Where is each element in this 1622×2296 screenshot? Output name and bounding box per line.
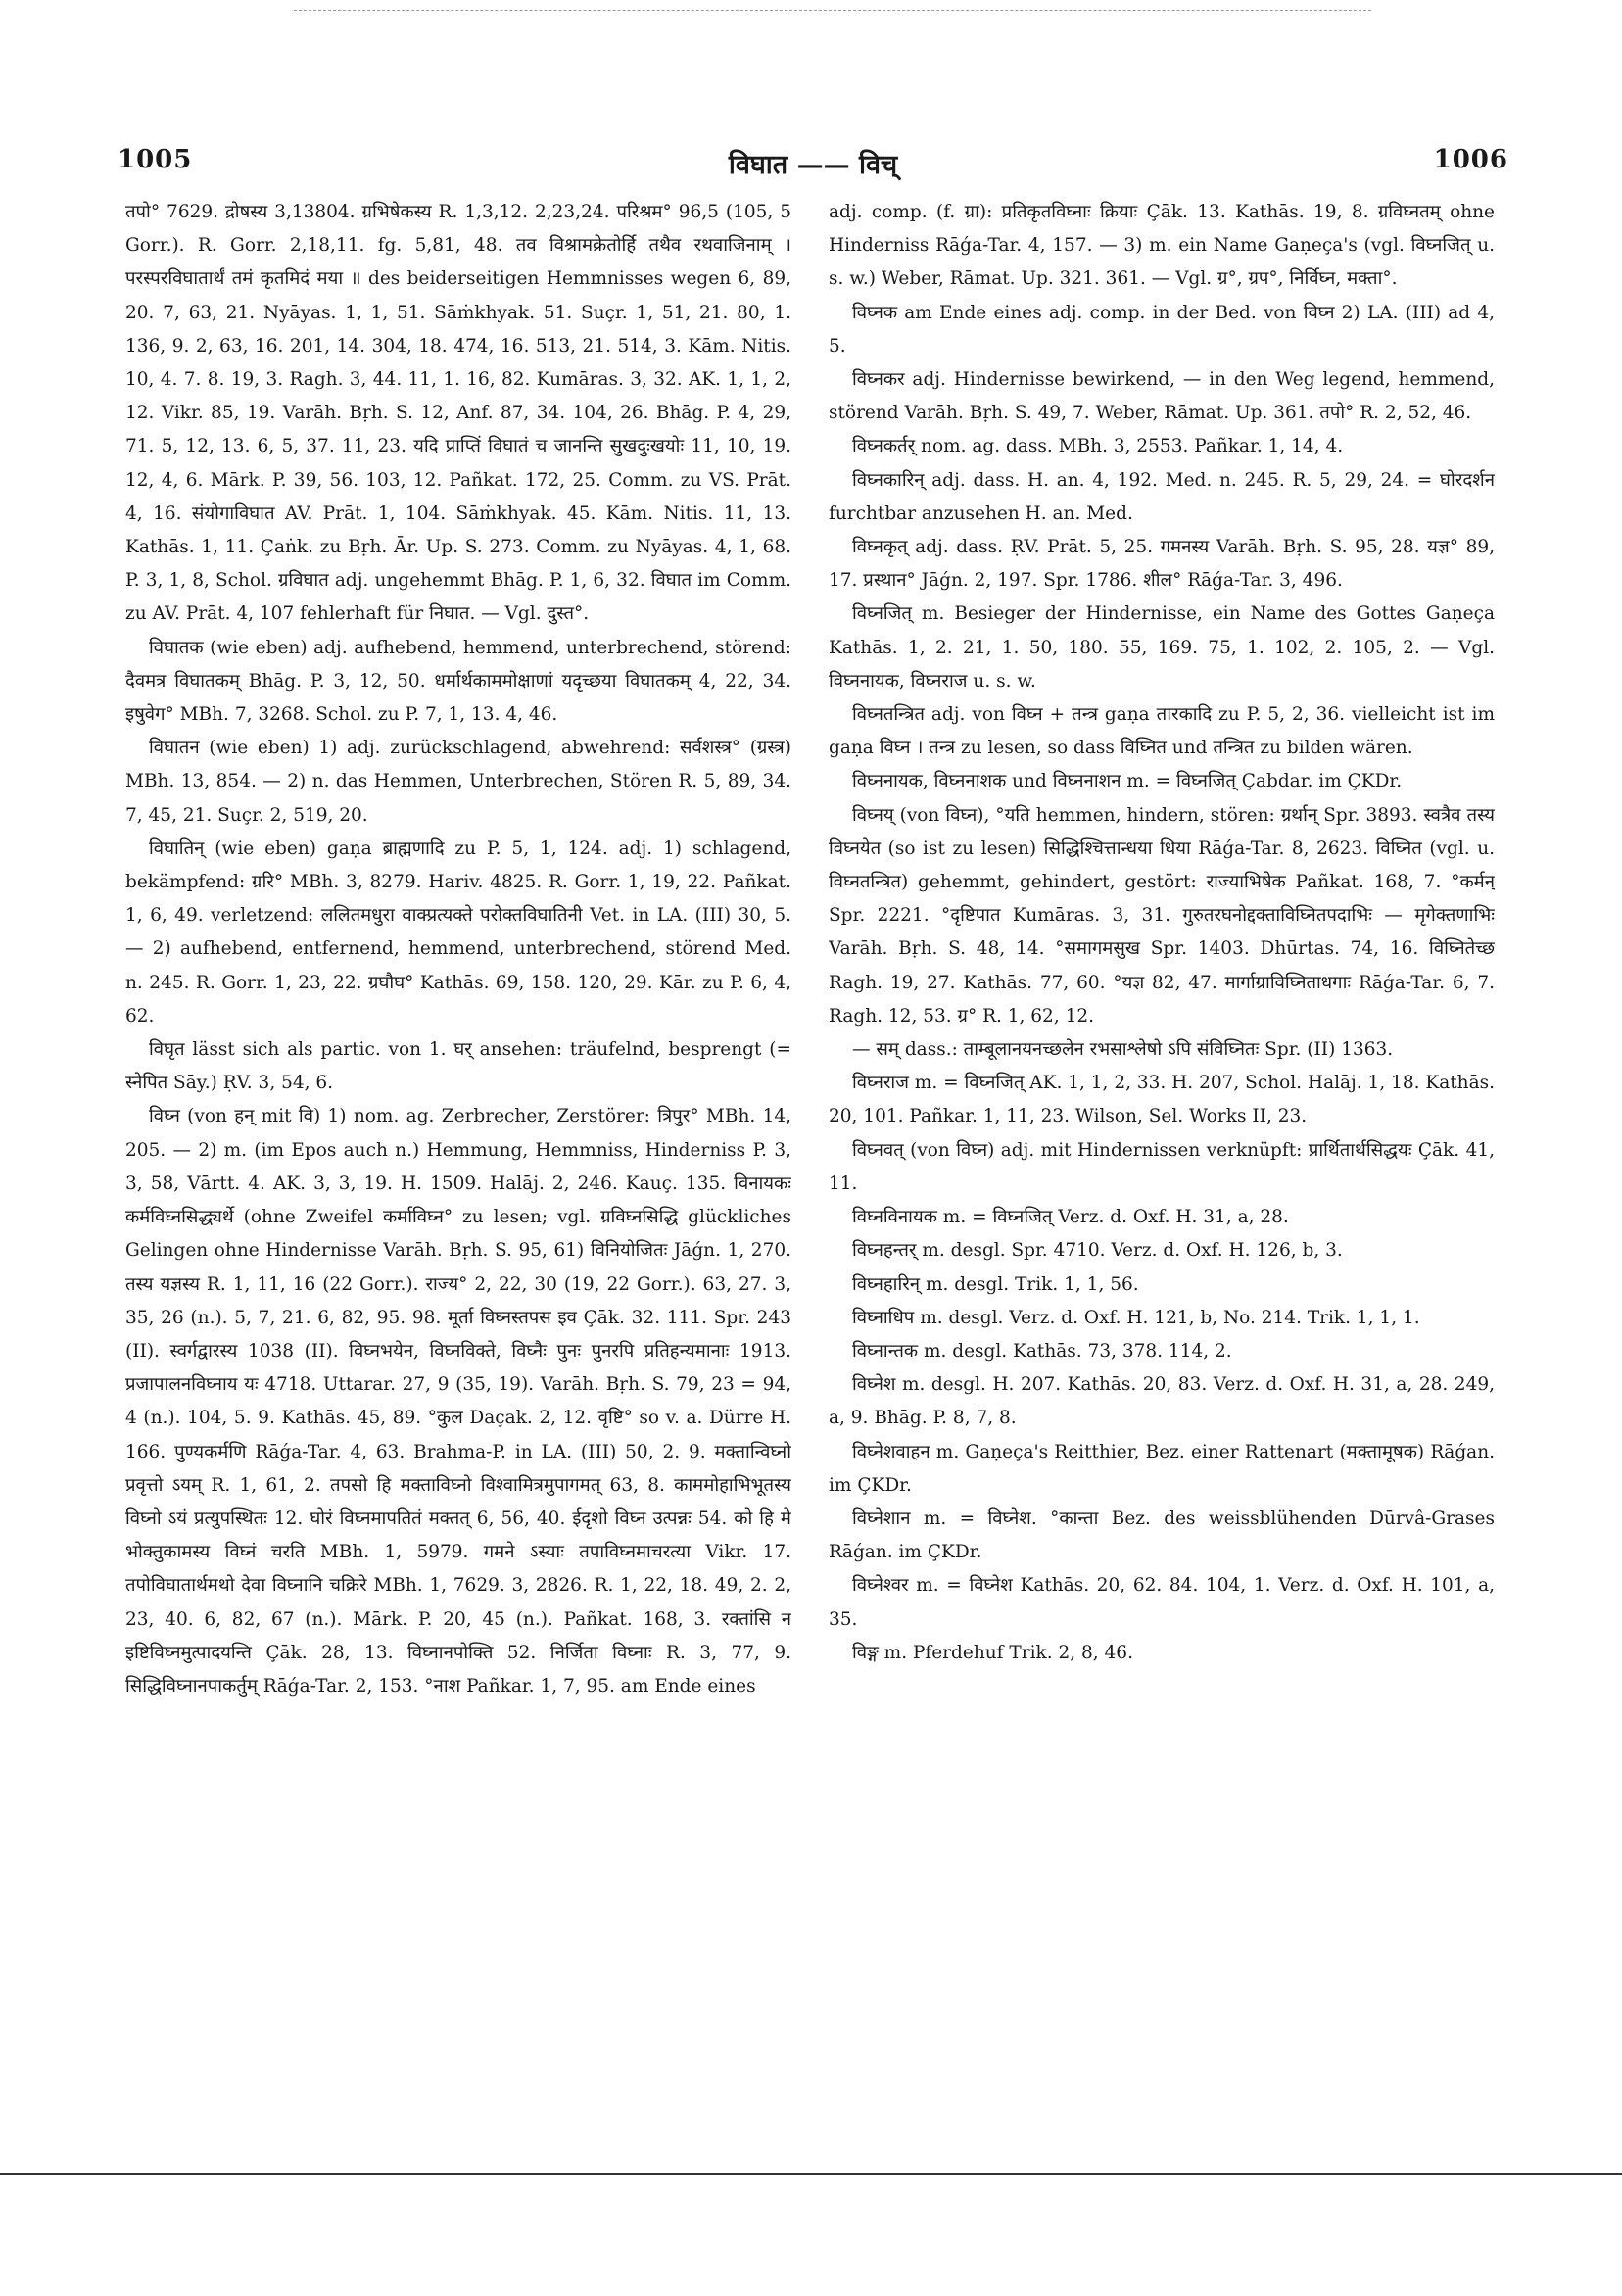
right-column	[829, 196, 1495, 2175]
entry-paragraph: — सम् dass.: ताम्बूलानयनच्छलेन रभसाश्लेषो ऽपि संविघ्नितः Spr. (II) 1363.	[852, 1039, 1394, 1061]
entry-paragraph: विघृत lässt sich als partic. von 1. घर् ansehen: träufelnd, besprengt (= स्नेपित Sāy.) ṚV. 3, 54, 6.	[125, 1039, 791, 1094]
top-edge-rule	[294, 10, 1371, 11]
entry-paragraph: तपो° 7629. द्रोषस्य 3,13804. ग्रभिषेकस्य R. 1,3,12. 2,23,24. परिश्रम° 96,5 (105, 5 Gorr.). R. Gorr. 2,18,11. fg. 5,81, 48. तव विश्रामक्रेतोर्हि तथैव रथवाजिनाम् । परस्परविघातार्थं तमं कृतमिदं मया ॥ des beiderseitigen Hemmnisses wegen 6, 89, 20. 7, 63, 21. Nyāyas. 1, 1, 51. Sāṁkhyak. 51. Suçr. 1, 51, 21. 80, 1. 136, 9. 2, 63, 16. 201, 14. 304, 18. 474, 16. 513, 21. 514, 3. Kām. Nitis. 10, 4. 7. 8. 19, 3. Ragh. 3, 44. 11, 1. 16, 82. Kumāras. 3, 32. AK. 1, 1, 2, 12. Vikr. 85, 19. Varāh. Bṛh. S. 12, Anf. 87, 34. 104, 26. Bhāg. P. 4, 29, 71. 5, 12, 13. 6, 5, 37. 11, 23. यदि प्राप्तिं विघातं च जानन्ति सुखदुःखयोः 11, 10, 19. 12, 4, 6. Mārk. P. 39, 56. 103, 12. Pañkat. 172, 25. Comm. zu VS. Prāt. 4, 16. संयोगाविघात AV. Prāt. 1, 104. Sāṁkhyak. 45. Kām. Nitis. 11, 13. Kathās. 1, 11. Çaṅk. zu Bṛh. Ār. Up. S. 273. Comm. zu Nyāyas. 4, 1, 68. P. 3, 1, 8, Schol. ग्रविघात adj. ungehemmt Bhāg. P. 1, 6, 32. विघात im Comm. zu AV. Prāt. 4, 107 fehlerhaft für निघात. — Vgl. दुस्त°.	[125, 202, 791, 625]
entry-paragraph: विघ्नक am Ende eines adj. comp. in der Bed. von विघ्न 2) LA. (III) ad 4, 5.	[829, 302, 1495, 357]
entry-paragraph: विघ्नकर adj. Hindernisse bewirkend, — in den Weg legend, hemmend, störend Varāh. Bṛh. S. 49, 7. Weber, Rāmat. Up. 361. तपो° R. 2, 52, 46.	[829, 369, 1495, 424]
entry-paragraph: adj. comp. (f. ग्रा): प्रतिकृतविघ्नाः क्रियाः Çāk. 13. Kathās. 19, 8. ग्रविघ्नतम् ohne Hinderniss Rāǵa-Tar. 4, 157. — 3) m. ein Name Gaṇeça's (vgl. विघ्नजित् u. s. w.) Weber, Rāmat. Up. 321. 361. — Vgl. ग्र°, ग्रप°, निर्विघ्न, मक्ता°.	[829, 202, 1495, 290]
entry-paragraph: विघातिन् (wie eben) gaṇa ब्राह्मणादि zu P. 5, 1, 124. adj. 1) schlagend, bekämpfend: ग्ररि° MBh. 3, 8279. Hariv. 4825. R. Gorr. 1, 19, 22. Pañkat. 1, 6, 49. verletzend: ललितमधुरा वाक्प्रत्यक्ते परोक्तविघातिनी Vet. in LA. (III) 30, 5. — 2) aufhebend, entfernend, hemmend, unterbrechend, störend Med. n. 245. R. Gorr. 1, 23, 22. ग्रघौघ° Kathās. 69, 158. 120, 29. Kār. zu P. 6, 4, 62.	[125, 837, 791, 1027]
entry-paragraph: विघ्नराज m. = विघ्नजित् AK. 1, 1, 2, 33. H. 207, Schol. Halāj. 1, 18. Kathās. 20, 101. Pañkar. 1, 11, 23. Wilson, Sel. Works II, 23.	[829, 1073, 1495, 1127]
entry-paragraph: विघ्नहारिन् m. desgl. Trik. 1, 1, 56.	[852, 1273, 1139, 1295]
running-title: विघात —— विच्	[728, 150, 898, 180]
page-header	[118, 145, 1508, 184]
entry-paragraph: विघातन (wie eben) 1) adj. zurückschlagend, abwehrend: सर्वशस्त्र° (ग्रस्त्र) MBh. 13, 854. — 2) n. das Hemmen, Unterbrechen, Stören R. 5, 89, 34. 7, 45, 21. Suçr. 2, 519, 20.	[125, 738, 791, 826]
entry-paragraph: विघ्नकृत् adj. dass. ṚV. Prāt. 5, 25. गमनस्य Varāh. Bṛh. S. 95, 28. यज्ञ° 89, 17. प्रस्थान° Jāǵn. 2, 197. Spr. 1786. शील° Rāǵa-Tar. 3, 496.	[829, 537, 1495, 592]
page-number-right: 1006	[1433, 145, 1508, 174]
entry-paragraph: विघ्नाधिप m. desgl. Verz. d. Oxf. H. 121, b, No. 214. Trik. 1, 1, 1.	[852, 1307, 1420, 1328]
page-number-left: 1005	[118, 145, 193, 174]
entry-paragraph: विघ्ननायक, विघ्ननाशक und विघ्ननाशन m. = विघ्नजित् Çabdar. im ÇKDr.	[852, 771, 1403, 792]
left-column	[125, 196, 791, 2175]
entry-paragraph: विघ्नवत् (von विघ्न) adj. mit Hindernissen verknüpft: प्रार्थितार्थसिद्धयः Çāk. 41, 11.	[829, 1139, 1495, 1194]
entry-paragraph: विघ्नेश m. desgl. H. 207. Kathās. 20, 83. Verz. d. Oxf. H. 31, a, 28. 249, a, 9. Bhāg. P. 8, 7, 8.	[829, 1374, 1495, 1429]
entry-paragraph: विघ्नतन्त्रित adj. von विघ्न + तन्त्र gaṇa तारकादि zu P. 5, 2, 36. vielleicht ist im gaṇa विघ्न । तन्त्र zu lesen, so dass विघ्नित und तन्त्रित zu bilden wären.	[829, 704, 1495, 759]
entry-paragraph: विघ्नविनायक m. = विघ्नजित् Verz. d. Oxf. H. 31, a, 28.	[852, 1207, 1289, 1228]
entry-paragraph: विघ्न (von हन् mit वि) 1) nom. ag. Zerbrecher, Zerstörer: त्रिपुर° MBh. 14, 205. — 2) m. (im Epos auch n.) Hemmung, Hemmniss, Hinderniss P. 3, 3, 58, Vārtt. 4. AK. 3, 3, 19. H. 1509. Halāj. 2, 246. Kauç. 135. विनायकः कर्मविघ्नसिद्ध्यर्थे (ohne Zweifel कर्माविघ्न° zu lesen; vgl. ग्रविघ्नसिद्धि glückliches Gelingen ohne Hindernisse Varāh. Bṛh. S. 95, 61) विनियोजितः Jāǵn. 1, 270. तस्य यज्ञस्य R. 1, 11, 16 (22 Gorr.). राज्य° 2, 22, 30 (19, 22 Gorr.). 63, 27. 3, 35, 26 (n.). 5, 7, 21. 6, 82, 95. 98. मूर्ता विघ्नस्तपस इव Çāk. 32. 111. Spr. 243 (II). स्वर्गद्वारस्य 1038 (II). विघ्नभयेन, विघ्नविक्ते, विघ्नैः पुनः पुनरपि प्रतिहन्यमानाः 1913. प्रजापालनविघ्नाय यः 4718. Uttarar. 27, 9 (35, 19). Varāh. Bṛh. S. 79, 23 = 94, 4 (n.). 104, 5. 9. Kathās. 45, 89. °कुल Daçak. 2, 12. वृष्टि° so v. a. Dürre H. 166. पुण्यकर्मणि Rāǵa-Tar. 4, 63. Brahma-P. in LA. (III) 50, 2. 9. मक्तान्विघ्नो प्रवृत्तो ऽयम् R. 1, 61, 2. तपसो हि मक्ताविघ्नो विश्वामित्रमुपागमत् 63, 8. काममोहाभिभूतस्य विघ्नो ऽयं प्रत्युपस्थितः 12. घोरं विघ्नमापतितं मक्तत् 6, 56, 40. ईदृशो विघ्न उत्पन्नः 54. को हि मे भोक्तुकामस्य विघ्नं चरति MBh. 1, 5979. गमने ऽस्याः तपाविघ्नमाचरत्या Vikr. 17. तपोविघातार्थमथो देवा विघ्नानि चक्रिरे MBh. 1, 7629. 3, 2826. R. 1, 22, 18. 49, 2. 2, 23, 40. 6, 82, 67 (n.). Mārk. P. 20, 45 (n.). Pañkat. 168, 3. रक्तांसि न इष्टिविघ्नमुत्पादयन्ति Çāk. 28, 13. विघ्नानपोक्ति 52. निर्जिता विघ्नाः R. 3, 77, 9. सिद्धिविघ्नानपाकर्तुम् Rāǵa-Tar. 2, 153. °नाश Pañkar. 1, 7, 95. am Ende eines	[125, 1106, 791, 1697]
entry-paragraph: विघ्नकर्तर् nom. ag. dass. MBh. 3, 2553. Pañkar. 1, 14, 4.	[852, 436, 1344, 457]
entry-paragraph: विघ्नहन्तर् m. desgl. Spr. 4710. Verz. d. Oxf. H. 126, b, 3.	[852, 1240, 1343, 1262]
entry-paragraph: विघ्नेशान m. = विघ्नेश. °कान्ता Bez. des weissblühenden Dūrvâ-Grases Rāǵan. im ÇKDr.	[829, 1507, 1495, 1563]
entry-paragraph: विघातक (wie eben) adj. aufhebend, hemmend, unterbrechend, störend: दैवमत्र विघातकम् Bhāg. P. 3, 12, 50. धर्मार्थकाममोक्षाणां यदृच्छया विघातकम् 4, 22, 34. इषुवेग° MBh. 7, 3268. Schol. zu P. 7, 1, 13. 4, 46.	[125, 637, 791, 726]
entry-paragraph: विघ्नान्तक m. desgl. Kathās. 73, 378. 114, 2.	[852, 1340, 1232, 1362]
bottom-rule	[0, 2173, 1622, 2175]
entry-paragraph: विघ्नकारिन् adj. dass. H. an. 4, 192. Med. n. 245. R. 5, 29, 24. = घोरदर्शन furchtbar anzusehen H. an. Med.	[829, 469, 1495, 524]
entry-paragraph: विघ्नेशवाहन m. Gaṇeça's Reitthier, Bez. einer Rattenart (मक्तामूषक) Rāǵan. im ÇKDr.	[829, 1441, 1495, 1496]
entry-paragraph: विघ्नय् (von विघ्न), °यति hemmen, hindern, stören: ग्रर्थान् Spr. 3893. स्वत्रैव तस्य विघ्नयेत (so ist zu lesen) सिद्धिश्चित्तान्धया धिया Rāǵa-Tar. 8, 2623. विघ्नित (vgl. u. विघ्नतन्त्रित) gehemmt, gehindert, gestört: राज्याभिषेक Pañkat. 168, 7. °कर्मन् Spr. 2221. °दृष्टिपात Kumāras. 3, 31. गुरुतरघनोद्दक्ताविघ्नितपदाभिः — मृगेक्तणाभिः Varāh. Bṛh. S. 48, 14. °समागमसुख Spr. 1403. Dhūrtas. 74, 16. विघ्नितेच्छ Ragh. 19, 27. Kathās. 77, 60. °यज्ञ 82, 47. मार्गाग्राविघ्निताधगाः Rāǵa-Tar. 6, 7. Ragh. 12, 53. ग्र° R. 1, 62, 12.	[829, 804, 1495, 1027]
entry-paragraph: विघ्नजित् m. Besieger der Hindernisse, ein Name des Gottes Gaṇeça Kathās. 1, 2. 21, 1. 50, 180. 55, 169. 75, 1. 102, 2. 105, 2. — Vgl. विघ्ननायक, विघ्नराज u. s. w.	[829, 603, 1495, 692]
entry-paragraph: विघ्नेश्वर m. = विघ्नेश Kathās. 20, 62. 84. 104, 1. Verz. d. Oxf. H. 101, a, 35.	[829, 1575, 1495, 1630]
entry-paragraph: विङ्ग m. Pferdehuf Trik. 2, 8, 46.	[852, 1642, 1133, 1663]
